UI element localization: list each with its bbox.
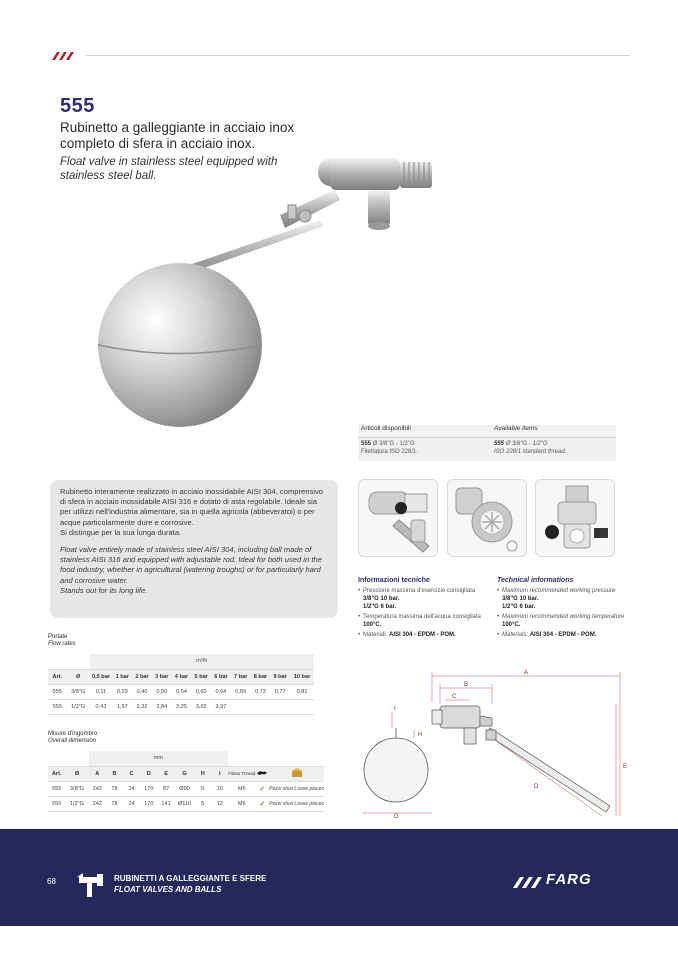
tech-en-materials — [497, 631, 637, 639]
description-it-1: Rubinetto interamente realizzato in acciaio inossidabile AISI 304, comprensivo di sfera in acciaio inossidabile AISI 316 e dotato di asta regolabile. Ideale sia per utilizzi nell'industria alimentare, sia in quella agricola (abbeveratoi) o per acque particolarmente dure e corrosive. — [60, 487, 323, 527]
flow-cell: 0,81 — [290, 684, 314, 699]
tech-it-materials-label: Materiali: — [363, 632, 388, 638]
tech-it-pressure-label: Pressione massima d'esercizio consigliata — [363, 588, 476, 594]
flow-unit-row — [48, 654, 314, 669]
dim-label-c: C — [452, 694, 457, 700]
flow-header-cell: 1 bar — [112, 669, 132, 684]
dims-cell: Ø110 — [175, 796, 194, 811]
dims-cell-pieces: Pezzi sfusi Loose pieces — [269, 781, 324, 796]
check-icon: ✓ — [255, 796, 269, 811]
package-icon — [291, 768, 303, 778]
dims-table-title — [48, 731, 97, 745]
flow-cell: 0,43 — [90, 699, 113, 714]
dims-header-cell: C — [123, 766, 140, 781]
flow-header-cell: 6 bar — [211, 669, 231, 684]
table-row — [48, 781, 324, 796]
table-row — [48, 699, 314, 714]
tech-it-pressure-1: 3/8"G 10 bar. — [363, 596, 400, 602]
flow-cell: 0,77 — [270, 684, 290, 699]
dims-header-cell: B — [106, 766, 123, 781]
available-thread-it: Filettatura ISO 228/1. — [361, 449, 419, 455]
flow-header-cell: Art. — [48, 669, 67, 684]
dims-cell: 555 — [48, 796, 65, 811]
flow-cell: 0,69 — [231, 684, 251, 699]
tech-en-pressure — [497, 587, 637, 611]
tech-en-pressure-1: 3/8"G 10 bar. — [502, 596, 539, 602]
lizard-icon-cell — [255, 766, 269, 781]
available-header-it: Articoli disponibili — [361, 425, 411, 432]
flow-cell: 1,67 — [112, 699, 132, 714]
dims-cell: 555 — [48, 781, 65, 796]
dims-cell: M6 — [228, 781, 255, 796]
dims-unit-row — [48, 751, 324, 766]
footer-section-it: RUBINETTI A GALLEGGIANTE E SFERE — [114, 874, 267, 883]
dims-header-cell: I — [211, 766, 228, 781]
valve-icon — [77, 871, 107, 899]
brand-stripes-icon — [510, 874, 544, 890]
tech-it-materials — [358, 631, 498, 639]
dims-cell: 242 — [89, 781, 106, 796]
dims-header-cell: Ø — [65, 766, 88, 781]
dims-cell: 242 — [89, 796, 106, 811]
tech-it-pressure — [358, 587, 498, 611]
brand-logo: FARG — [546, 871, 592, 888]
dimensions-table — [48, 751, 324, 812]
tech-en-materials-label: Materials: — [502, 632, 529, 638]
dims-cell: 78 — [106, 796, 123, 811]
flow-title-en: Flow rates — [48, 641, 76, 647]
dims-title-en: Overall dimension — [48, 738, 97, 744]
flow-header-cell: 0,5 bar — [90, 669, 113, 684]
flow-header-cell: 9 bar — [270, 669, 290, 684]
dims-cell-pieces: Pezzi sfusi Loose pieces — [269, 796, 324, 811]
flow-cell: 1/2"G — [67, 699, 90, 714]
flow-cell: 0,60 — [191, 684, 211, 699]
tech-it-temp — [358, 613, 498, 629]
flow-header-cell: 2 bar — [132, 669, 152, 684]
tech-it-title: Informazioni tecniche — [358, 577, 430, 584]
flow-cell: 555 — [48, 684, 67, 699]
product-title-it: Rubinetto a galleggiante in acciaio inox completo di sfera in acciaio inox. — [60, 120, 295, 151]
tech-en-pressure-2: 1/2"G 6 bar. — [502, 604, 536, 610]
dims-header-cell: Art. — [48, 766, 65, 781]
valve-closeup-image — [359, 480, 438, 557]
flow-cell: 3,65 — [191, 699, 211, 714]
available-row-en — [494, 440, 566, 456]
flow-table — [48, 654, 314, 715]
tech-info-en — [497, 577, 637, 641]
flow-header-cell: 10 bar — [290, 669, 314, 684]
flow-header-cell: 5 bar — [191, 669, 211, 684]
flow-header-row — [48, 669, 314, 684]
dims-cell: 170 — [140, 796, 157, 811]
gecko-icon — [256, 769, 268, 777]
product-code: 555 — [60, 95, 95, 117]
dims-cell: 24 — [123, 796, 140, 811]
tech-it-materials-value: AISI 304 - EPDM - POM. — [389, 632, 456, 638]
dims-cell: 10 — [211, 781, 228, 796]
product-title-en: Float valve in stainless steel equipped with stainless steel ball. — [60, 156, 278, 182]
flow-cell: 2,84 — [152, 699, 172, 714]
dims-cell: 78 — [106, 781, 123, 796]
tech-it-temp-value: 100°C. — [363, 622, 382, 628]
dims-title-it: Misure d'ingombro — [48, 731, 98, 737]
dimension-drawing — [352, 668, 632, 820]
dims-header-cell: A — [89, 766, 106, 781]
dims-cell: 141 — [157, 796, 174, 811]
dims-header-cell: D — [140, 766, 157, 781]
table-row — [48, 796, 324, 811]
available-divider — [358, 437, 616, 438]
description-it-2: Si distingue per la sua lunga durata. — [60, 527, 182, 537]
flow-header-cell: Ø — [67, 669, 90, 684]
tech-it-pressure-2: 1/2"G 6 bar. — [363, 604, 397, 610]
tech-en-materials-value: AISI 304 - EPDM - POM. — [529, 632, 597, 638]
dim-label-h: H — [418, 732, 423, 738]
dims-cell: M6 — [228, 796, 255, 811]
flow-cell: 3,25 — [172, 699, 192, 714]
flow-header-cell: 7 bar — [231, 669, 251, 684]
detail-photo-3 — [535, 479, 615, 557]
page-number: 68 — [47, 877, 56, 886]
description-box — [50, 480, 338, 618]
flow-cell: 3/8"G — [67, 684, 90, 699]
dims-cell: 1/2"G — [65, 796, 88, 811]
table-row — [48, 684, 314, 699]
flow-cell: 0,29 — [112, 684, 132, 699]
brand-stripes-icon — [48, 48, 78, 62]
tech-en-temp-label: Maximum recommended working temperature — [502, 614, 625, 620]
dims-cell: 24 — [123, 781, 140, 796]
flow-cell: 0,40 — [132, 684, 152, 699]
available-sizes-it: Ø 3/8"G - 1/2"G — [372, 441, 415, 447]
flow-cell: 0,54 — [172, 684, 192, 699]
flow-cell: 2,32 — [132, 699, 152, 714]
flow-cell: 0,50 — [152, 684, 172, 699]
detail-photo-1 — [358, 479, 438, 557]
dims-cell: 170 — [140, 781, 157, 796]
flow-cell: 0,11 — [90, 684, 113, 699]
flow-header-cell: 4 bar — [172, 669, 192, 684]
flow-header-cell: 8 bar — [251, 669, 271, 684]
footer-section-en: FLOAT VALVES AND BALLS — [114, 885, 222, 894]
description-en-1: Float valve entirely made of stainless steel AISI 304, including ball made of stainless AISI 316 and equipped with adjustable rod. Ideal for both used in the food industry, whether in agricultural (watering troughs) or for particularly hard and corrosive water. — [60, 545, 322, 585]
flow-table-title — [48, 634, 76, 648]
dim-label-e: E — [623, 764, 628, 770]
tech-en-temp — [497, 613, 637, 629]
dims-header-cell: G — [175, 766, 194, 781]
dims-cell: Ø90 — [175, 781, 194, 796]
dim-label-b: B — [464, 682, 469, 688]
dim-label-d: D — [534, 784, 539, 790]
flow-cell: 3,97 — [211, 699, 231, 714]
flow-title-it: Portate — [48, 634, 68, 640]
dim-label-g: G — [394, 814, 399, 820]
check-icon: ✓ — [255, 781, 269, 796]
flow-unit: m³/h — [90, 654, 314, 669]
description-en-2: Stands out for its long life. — [60, 585, 148, 595]
valve-seal-image — [448, 480, 527, 557]
detail-photo-2 — [447, 479, 527, 557]
tech-en-temp-value: 100°C. — [502, 622, 521, 628]
dims-header-cell: E — [157, 766, 174, 781]
available-thread-en: ISO 228/1 standard thread. — [494, 449, 567, 455]
available-header-en: Available items — [494, 425, 538, 432]
available-row-it — [361, 440, 418, 456]
available-code-en: 555 — [494, 441, 505, 447]
flow-cell: 0,64 — [211, 684, 231, 699]
tech-info-it — [358, 577, 498, 641]
float-valve-image — [90, 150, 450, 450]
dims-cell: 12 — [211, 796, 228, 811]
flow-cell: 555 — [48, 699, 67, 714]
flow-cell — [270, 699, 290, 714]
dims-cell: 87 — [157, 781, 174, 796]
dims-unit: mm — [89, 751, 229, 766]
flow-cell — [231, 699, 251, 714]
dims-header-row — [48, 766, 324, 781]
valve-fitting-image — [536, 480, 615, 557]
available-items-box — [358, 425, 616, 461]
dims-cell: 3/8"G — [65, 781, 88, 796]
flow-cell — [251, 699, 271, 714]
dims-cell: 5 — [194, 796, 211, 811]
flow-header-cell: 3 bar — [152, 669, 172, 684]
flow-cell — [290, 699, 314, 714]
header-rule — [86, 55, 630, 56]
dims-cell: 5 — [194, 781, 211, 796]
dims-header-cell: Filetto Thread — [228, 766, 255, 781]
box-icon-cell — [269, 766, 324, 781]
dim-label-i: I — [394, 706, 396, 712]
available-sizes-en: Ø 3/8"G - 1/2"G — [505, 441, 548, 447]
tech-en-pressure-label: Maximum recommended working pressure — [502, 588, 616, 594]
dims-header-cell: H — [194, 766, 211, 781]
tech-en-title: Technical informations — [497, 577, 574, 584]
dim-label-a: A — [524, 670, 529, 676]
available-code-it: 555 — [361, 441, 372, 447]
flow-cell: 0,73 — [251, 684, 271, 699]
tech-it-temp-label: Temperatura massima dell'acqua consigliata — [363, 614, 481, 620]
